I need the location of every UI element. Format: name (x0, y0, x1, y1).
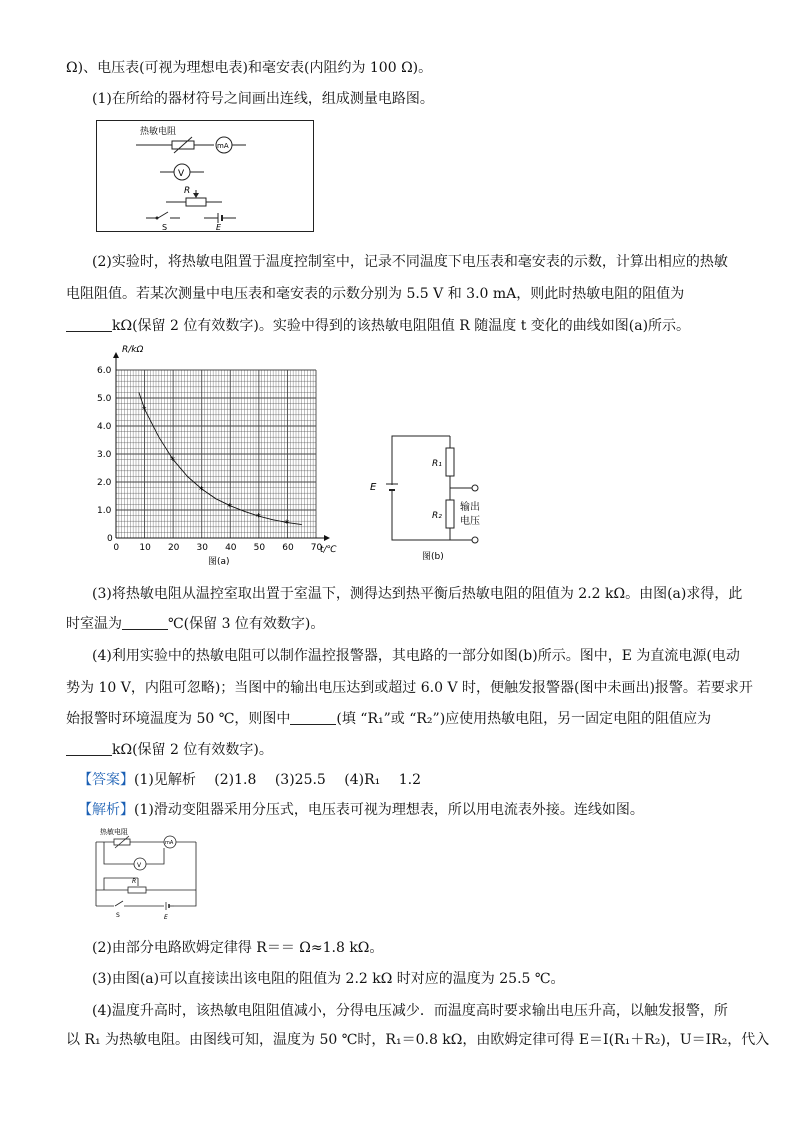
text-span: 时室温为 (66, 616, 122, 632)
data-point: * (284, 518, 290, 530)
x-tick-label: 50 (253, 543, 266, 553)
circuit-b-figure (364, 428, 494, 568)
question-4: (4)利用实验中的热敏电阻可以制作温控报警器，其电路的一部分如图(b)所示。图中，E 为直流电源(电动 (92, 648, 740, 664)
data-point: * (141, 405, 147, 417)
component-symbols-figure (96, 120, 314, 232)
x-tick-label: 0 (113, 543, 120, 553)
text-line: 以 R₁ 为热敏电阻。由图线可知，温度为 50 ℃时，R₁＝0.8 kΩ，由欧姆定律可得 E＝I(R₁＋R₂)，U＝IR₂，代入 (66, 1032, 770, 1048)
text-line (66, 709, 711, 729)
analysis-tag: 【解析】 (78, 802, 134, 818)
x-tick-label: 60 (282, 543, 294, 553)
solution-v-label: V (137, 862, 142, 869)
y-tick-label: 1.0 (97, 506, 112, 516)
text-span: (填 “R₁”或 “R₂”)应使用热敏电阻，另一固定电阻的阻值应为 (336, 711, 712, 727)
x-axis-label: t/℃ (320, 545, 337, 555)
y-tick-label: 6.0 (97, 366, 112, 376)
thermistor-label: 热敏电阻 (140, 127, 177, 137)
x-axis-arrow (324, 535, 330, 541)
chart-a (88, 340, 358, 572)
milliammeter-label: mA (217, 142, 229, 150)
r1-label: R₁ (432, 459, 442, 469)
answer-blank (66, 741, 112, 756)
answer-blank (122, 615, 168, 630)
question-3: (3)将热敏电阻从温控室取出置于室温下，测得达到热平衡后热敏电阻的阻值为 2.2 kΩ。由图(a)求得，此 (92, 586, 743, 602)
text-span: kΩ(保留 2 位有效数字)。 (112, 742, 273, 758)
solution-circuit-figure (92, 826, 204, 922)
answer-blank (290, 710, 336, 725)
x-tick-label: 40 (225, 543, 237, 553)
text-line (66, 740, 273, 760)
output-label-1: 输出 (460, 502, 480, 513)
r2-label: R₂ (432, 511, 442, 521)
solution-3: (3)由图(a)可以直接读出该电阻的阻值为 2.2 kΩ 时对应的温度为 25.5 ℃。 (92, 971, 565, 987)
text-span: kΩ(保留 2 位有效数字)。实验中得到的该热敏电阻阻值 R 随温度 t 变化的曲线如图(a)所示。 (112, 318, 691, 334)
data-point: * (255, 512, 261, 524)
question-1: (1)在所给的器材符号之间画出连线，组成测量电路图。 (92, 91, 434, 107)
solution-ma-label: mA (165, 840, 174, 846)
circuit-caption: 图(b) (422, 552, 444, 562)
y-tick-label: 0 (107, 534, 113, 544)
solution-2: (2)由部分电路欧姆定律得 R＝＝ Ω≈1.8 kΩ。 (92, 940, 384, 956)
switch-label: S (162, 223, 168, 232)
answer-tag: 【答案】 (78, 772, 134, 788)
text-line (66, 614, 324, 634)
text-line: 势为 10 V，内阻可忽略)；当图中的输出电压达到或超过 6.0 V 时，便触发报警器(图中未画出)报警。若要求开 (66, 680, 753, 696)
y-axis-arrow (113, 352, 119, 358)
rheostat-label: R (184, 186, 191, 196)
text-span: 始报警时环境温度为 50 ℃，则图中 (66, 711, 291, 727)
solution-4: (4)温度升高时，该热敏电阻阻值减小，分得电压减少．而温度高时要求输出电压升高，以触发报警，所 (92, 1003, 728, 1019)
y-tick-label: 2.0 (97, 478, 112, 488)
text-line (66, 316, 690, 336)
chart-caption: 图(a) (208, 557, 230, 567)
question-2: (2)实验时，将热敏电阻置于温度控制室中，记录不同温度下电压表和毫安表的示数，计算出相应的热敏 (92, 254, 728, 270)
solution-thermistor-label: 热敏电阻 (100, 828, 128, 836)
x-tick-label: 20 (167, 543, 180, 553)
y-tick-label: 5.0 (97, 394, 112, 404)
fit-curve (139, 392, 302, 524)
solution-e-label: E (164, 914, 168, 921)
solution-s-label: S (116, 912, 120, 919)
text-span: ℃(保留 3 位有效数字)。 (168, 616, 325, 632)
solution-r-label: R (132, 878, 137, 885)
y-axis-label: R/kΩ (122, 345, 144, 355)
answer-line (78, 770, 421, 790)
y-tick-label: 3.0 (97, 450, 112, 460)
answer-text: (1)见解析 (2)1.8 (3)25.5 (4)R₁ 1.2 (134, 772, 421, 788)
text-line: Ω)、电压表(可视为理想电表)和毫安表(内阻约为 100 Ω)。 (66, 60, 433, 76)
analysis-line (78, 800, 644, 820)
circuit-e-label: E (370, 482, 377, 493)
data-point: * (198, 485, 204, 496)
x-tick-label: 10 (139, 543, 151, 553)
x-tick-label: 30 (196, 543, 208, 553)
x-tick-label: 70 (310, 543, 323, 553)
chart-svg (88, 340, 358, 572)
data-point: * (170, 455, 176, 467)
y-tick-label: 4.0 (97, 422, 112, 432)
data-point: * (227, 501, 233, 513)
output-label-2: 电压 (460, 516, 480, 527)
text-line: 电阻阻值。若某次测量中电压表和毫安表的示数分别为 5.5 V 和 3.0 mA，则此时热敏电阻的阻值为 (66, 286, 685, 302)
voltmeter-label: V (178, 169, 185, 179)
battery-label: E (216, 223, 222, 232)
answer-blank (66, 317, 112, 332)
analysis-text: (1)滑动变阻器采用分压式，电压表可视为理想表，所以用电流表外接。连线如图。 (134, 802, 644, 818)
